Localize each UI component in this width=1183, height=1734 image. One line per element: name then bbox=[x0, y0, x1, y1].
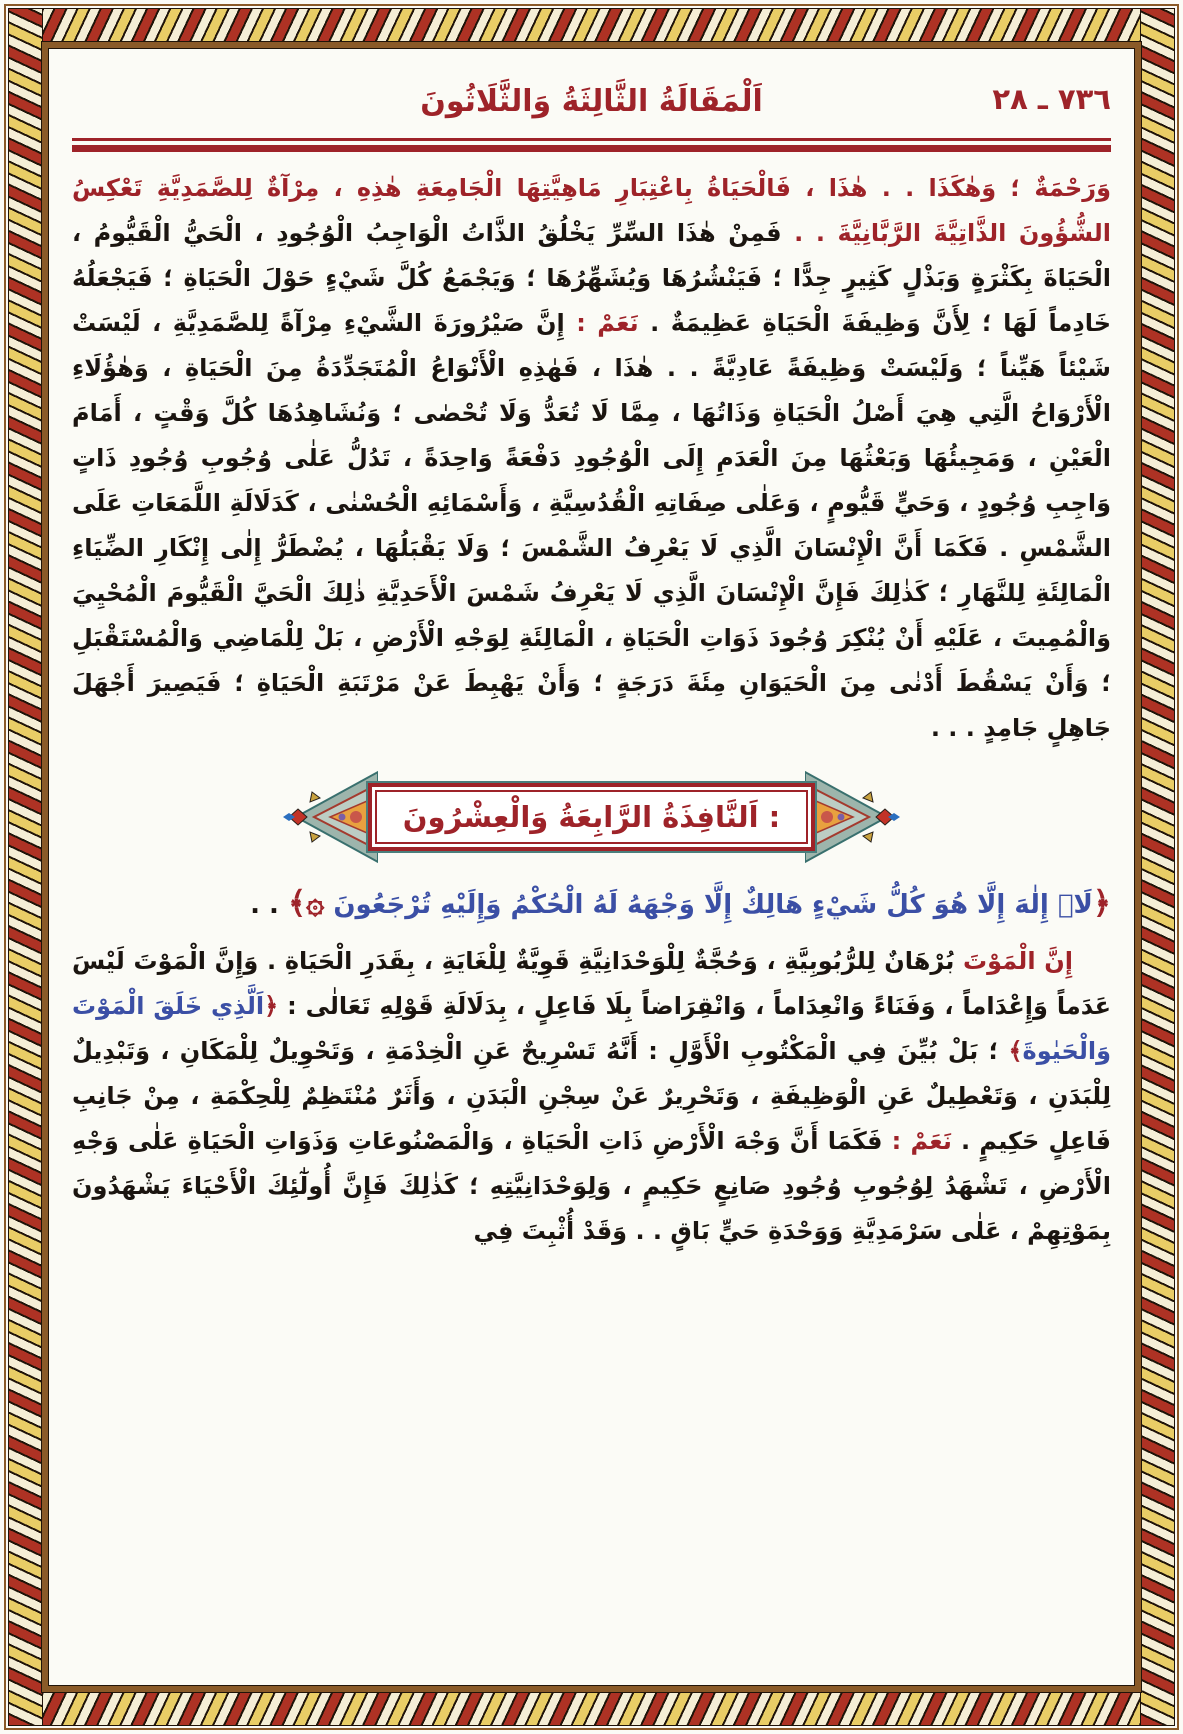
text-segment-red: نَعَمْ : bbox=[564, 309, 639, 337]
text-segment-black: ؛ بَلْ بُيِّنَ فِي الْمَكْتُوبِ الْأَوَّلِ : أَنَّهُ تَسْرِيحٌ عَنِ الْخِدْمَةِ ، وَتَحْوِيلٌ لِلْمَكَانِ ، وَتَبْدِيلٌ لِلْبَدَنِ ، وَتَعْطِيلٌ عَنِ الْوَظِيفَةِ ، وَتَحْرِيرٌ عَنْ سِجْنِ الْبَدَنِ ، وَأَثَرٌ مُنْتَظِمٌ لِلْحِكْمَةِ ، مِنْ جَانِبِ فَاعِلٍ حَكِيمٍ . bbox=[72, 1037, 1111, 1155]
border-chain-right bbox=[1140, 8, 1175, 1726]
border-chain-bottom bbox=[8, 1691, 1175, 1726]
border-chain-left bbox=[8, 8, 43, 1726]
window-header bbox=[72, 765, 1111, 869]
text-segment-black: إِنَّ صَيْرُورَةَ الشَّيْءِ مِرْآةً لِلصَّمَدِيَّةِ ، لَيْسَتْ شَيْئاً هَيِّناً ؛ وَلَيْسَتْ وَظِيفَةً عَادِيَّةً . . هٰذَا ، فَهٰذِهِ الْأَنْوَاعُ الْمُتَجَدِّدَةُ مِنَ الْحَيَاةِ ، وَهٰؤُلَاءِ الْأَرْوَاحُ الَّتِي هِيَ أَصْلُ الْحَيَاةِ وَذَاتُهَا ، مِمَّا لَا تُعَدُّ وَلَا تُحْصٰى ؛ وَنُشَاهِدُهَا كُلَّ وَقْتٍ ، أَمَامَ الْعَيْنِ ، وَمَجِيئُهَا وَبَعْثُهَا مِنَ الْعَدَمِ إِلَى الْوُجُودِ دَفْعَةً وَاحِدَةً ، تَدُلُّ عَلٰى وُجُوبِ وُجُودِ ذَاتٍ وَاجِبِ وُجُودٍ ، وَحَيٍّ قَيُّومٍ ، وَعَلٰى صِفَاتِهِ الْقُدُسِيَّةِ ، وَأَسْمَائِهِ الْحُسْنٰى ، كَدَلَالَةِ اللَّمَعَاتِ عَلَى الشَّمْسِ . فَكَمَا أَنَّ الْإِنْسَانَ الَّذِي لَا يَعْرِفُ الشَّمْسَ ؛ وَلَا يَقْبَلُهَا ، يُضْطَرُّ إِلٰى إِنْكَارِ الضِّيَاءِ الْمَالِئَةِ لِلنَّهَارِ ؛ كَذٰلِكَ فَإِنَّ الْإِنْسَانَ الَّذِي لَا يَعْرِفُ شَمْسَ الْأَحَدِيَّةِ ذٰلِكَ الْحَيَّ الْقَيُّومَ الْمُحْيِيَ وَالْمُمِيتَ ، عَلَيْهِ أَنْ يُنْكِرَ وُجُودَ ذَوَاتِ الْحَيَاةِ ، الْمَالِئَةِ لِوَجْهِ الْأَرْضِ ، بَلْ لِلْمَاضِي وَالْمُسْتَقْبَلِ ؛ وَأَنْ يَسْقُطَ أَدْنٰى مِنَ الْحَيَوَانِ مِئَةَ دَرَجَةٍ ؛ وَأَنْ يَهْبِطَ عَنْ مَرْتَبَةِ الْحَيَاةِ ؛ فَيَصِيرَ أَجْهَلَ جَاهِلٍ جَامِدٍ . . . bbox=[72, 309, 1111, 742]
text-segment-red: إِنَّ الْمَوْتَ bbox=[954, 947, 1073, 975]
verse-line bbox=[72, 877, 1111, 931]
window-title: اَلنَّافِذَةُ الرَّابِعَةُ وَالْعِشْرُونَ : bbox=[402, 800, 781, 834]
page-number: ٧٣٦ ـ ٢٨ bbox=[992, 82, 1111, 116]
window-ornament-left-icon bbox=[282, 768, 378, 866]
window-ornament-right-icon bbox=[805, 768, 901, 866]
window-title-box-inner bbox=[375, 790, 809, 844]
text-segment-black: بُرْهَانٌ لِلرُّبُوبِيَّةِ ، وَحُجَّةٌ لِلْوَحْدَانِيَّةِ قَوِيَّةٌ لِلْغَايَةِ ، بِقَدَرِ الْحَيَاةِ . وَإِنَّ الْمَوْتَ لَيْسَ عَدَماً وَإِعْدَاماً ، وَفَنَاءً وَانْعِدَاماً ، وَانْقِرَاضاً بِلَا فَاعِلٍ ، بِدَلَالَةِ قَوْلِهِ تَعَالٰى : bbox=[72, 947, 1111, 1020]
text-segment-black: فَمِنْ هٰذَا السِّرِّ يَخْلُقُ الذَّاتُ الْوَاجِبُ الْوُجُودِ ، الْحَيُّ الْقَيُّومُ ، الْحَيَاةَ بِكَثْرَةٍ وَبَذْلٍ كَثِيرٍ جِدًّا ؛ فَيَنْشُرُهَا وَيُشَهِّرُهَا ؛ وَيَجْمَعُ كُلَّ شَيْءٍ حَوْلَ الْحَيَاةِ ؛ فَيَجْعَلُهُ خَادِماً لَهَا ؛ لِأَنَّ وَظِيفَةَ الْحَيَاةِ عَظِيمَةٌ . bbox=[72, 219, 1111, 337]
paragraph-2 bbox=[72, 939, 1111, 1254]
header-rule bbox=[72, 138, 1111, 152]
text-segment-black: . . bbox=[250, 890, 288, 920]
window-title-box bbox=[368, 783, 816, 851]
page-title: اَلْمَقَالَةُ الثَّالِثَةُ وَالثَّلَاثُونَ bbox=[420, 84, 763, 119]
text-segment-blue: اَلَّذِي خَلَقَ الْمَوْتَ وَالْحَيٰوةَ bbox=[72, 992, 1111, 1065]
text-segment-black: فَكَمَا أَنَّ وَجْهَ الْأَرْضِ ذَاتِ الْحَيَاةِ ، وَالْمَصْنُوعَاتِ وَذَوَاتِ الْحَيَاةِ عَلٰى وَجْهِ الْأَرْضِ ، تَشْهَدُ لِوُجُوبِ وُجُودِ صَانِعٍ حَكِيمٍ ، وَلِوَحْدَانِيَّتِهِ ؛ كَذٰلِكَ فَإِنَّ أُولٰٓئِكَ الْأَحْيَاءَ يَشْهَدُونَ بِمَوْتِهِمْ ، عَلٰى سَرْمَدِيَّةِ وَوَحْدَةِ حَيٍّ بَاقٍ . . وَقَدْ أُثْبِتَ فِي bbox=[72, 1127, 1111, 1245]
page-header bbox=[72, 74, 1111, 132]
text-segment-blue: لَاۤ إِلٰهَ إِلَّا هُوَ كُلُّ شَيْءٍ هَالِكٌ إِلَّا وَجْهَهُ لَهُ الْحُكْمُ وَإِلَيْهِ تُرْجَعُونَ bbox=[324, 890, 1093, 920]
border-chain-top bbox=[8, 8, 1175, 43]
text-segment-red: نَعَمْ : bbox=[882, 1127, 952, 1155]
text-segment-red: ﴿ bbox=[1092, 885, 1111, 921]
text-segment-red: ۞﴾ bbox=[287, 885, 325, 921]
text-segment-red: وَرَحْمَةٌ ؛ وَهٰكَذَا . . هٰذَا ، فَالْحَيَاةُ بِاعْتِبَارِ مَاهِيَّتِهَا الْجَامِعَةِ هٰذِهِ ، مِرْآةٌ لِلصَّمَدِيَّةِ تَعْكِسُ الشُّؤُونَ الذَّاتِيَّةَ الرَّبَّانِيَّةَ . . bbox=[72, 174, 1111, 247]
text-segment-red: ﴿ bbox=[264, 992, 279, 1020]
paragraph-1 bbox=[72, 166, 1111, 751]
text-segment-red: ﴾ bbox=[1008, 1037, 1023, 1065]
page-content bbox=[72, 74, 1111, 1676]
